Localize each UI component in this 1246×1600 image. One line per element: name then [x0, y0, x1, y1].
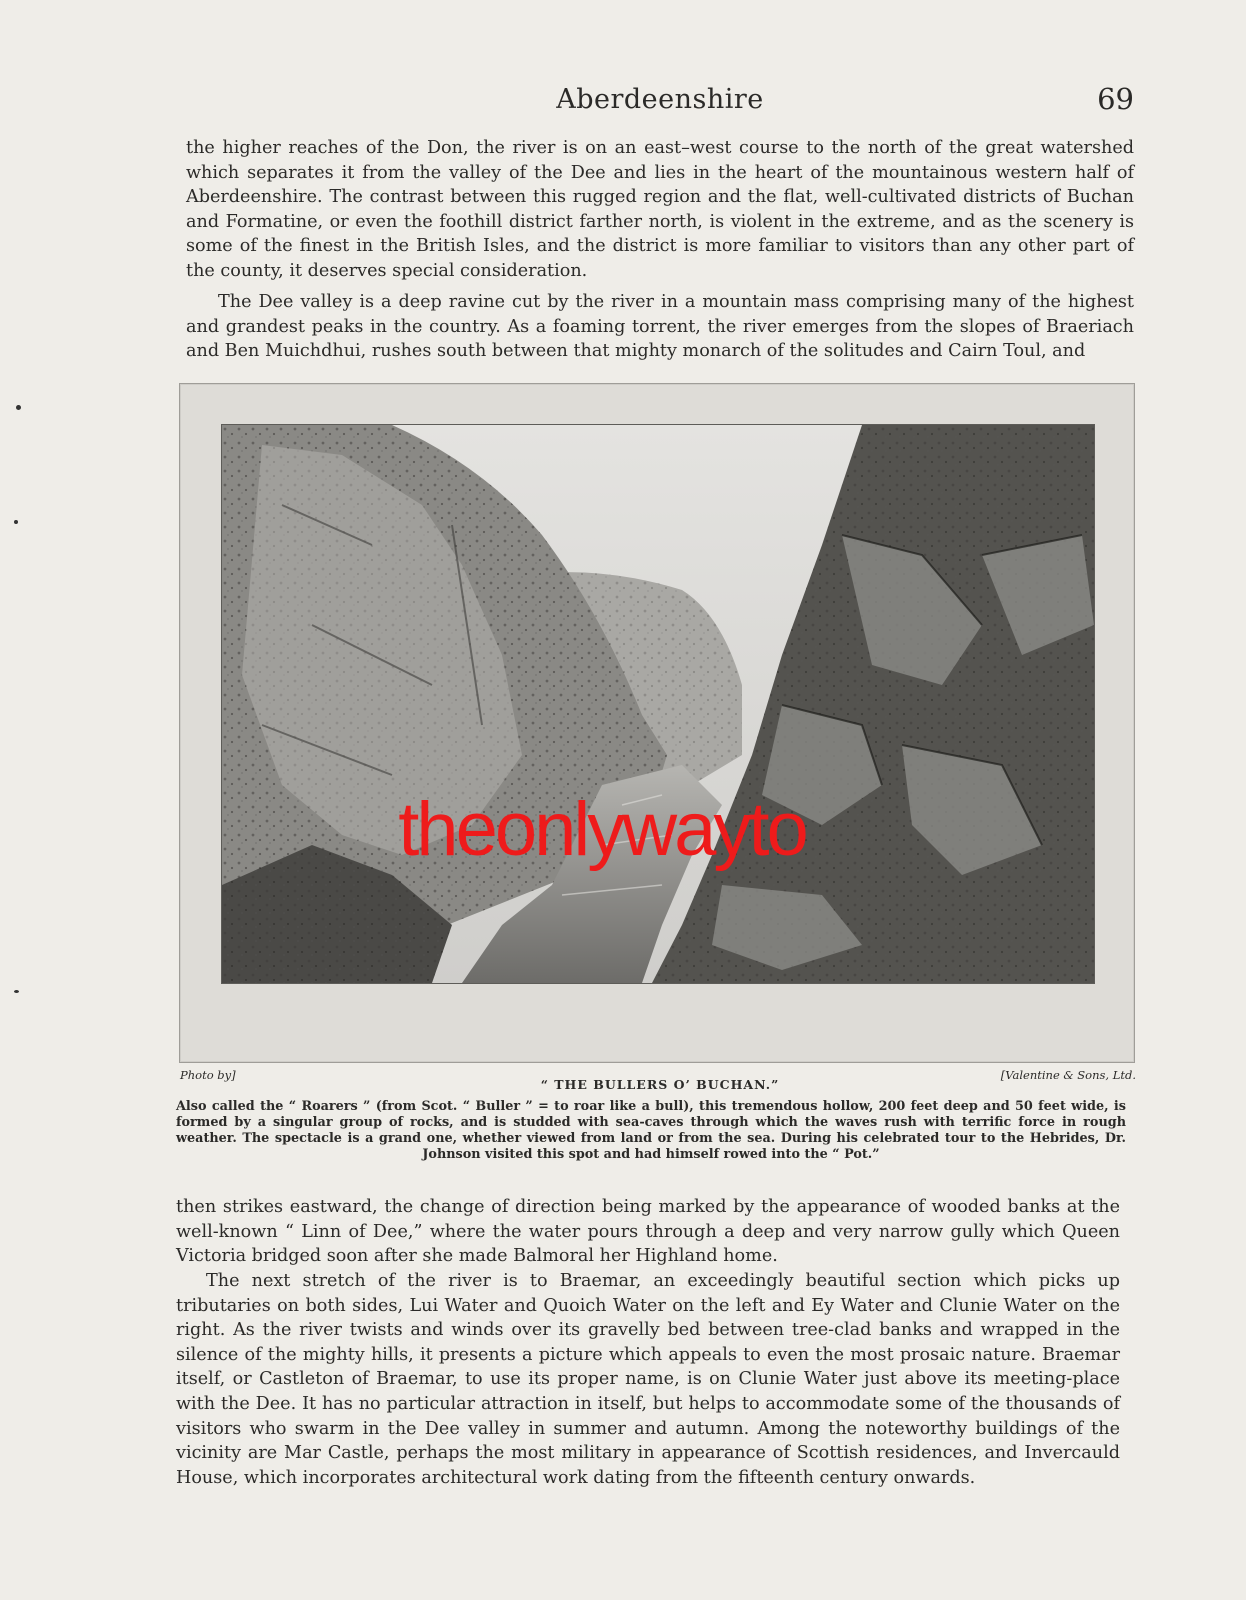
caption-text: Also called the “ Roarers ” (from Scot. “ Buller ” = to roar like a bull), this tremendous hollow, 200 feet deep and 50 feet wide, is formed by a singular group of rocks, and is studded with sea-caves through which the waves rush with terrific force in rough weather. The spectacle is a grand one, whether viewed from land or from the sea. During his celebrated tour to the Hebrides, Dr. Johnson visited this spot and had himself rowed into the “ Pot.”: [176, 1099, 1126, 1162]
photo-credit-right: [Valentine & Sons, Ltd.: [1000, 1068, 1136, 1082]
body-paragraph-2: The Dee valley is a deep ravine cut by the river in a mountain mass comprising many of the highest and grandest peaks in the country. As a foaming torrent, the river emerges from the slopes of Braeriach and Ben Muichdhui, rushes south between that mighty monarch of the solitudes and Cairn Toul, and: [186, 292, 1134, 362]
photo-plate: [179, 383, 1135, 1063]
gorge-photograph: [221, 424, 1095, 984]
photo-credit-left: Photo by]: [180, 1068, 236, 1082]
body-paragraph-1: the higher reaches of the Don, the river is on an east–west course to the north of the great watershed which separates it from the valley of the Dee and lies in the heart of the mountainous western half of Aberdeenshire. The contrast between this rugged region and the flat, well-cultivated districts of Buchan and Formatine, or even the foothill district farther north, is violent in the extreme, and as the scenery is some of the finest in the British Isles, and the district is more familiar to visitors than any other part of the county, it deserves special consideration.: [186, 138, 1134, 281]
body-paragraph-3: then strikes eastward, the change of direction being marked by the appearance of wooded banks at the well-known “ Linn of Dee,” where the water pours through a deep and very narrow gully which Queen Victoria bridged soon after she made Balmoral her Highland home.: [176, 1197, 1120, 1267]
speck-mark: [14, 990, 19, 993]
chapter-title: Aberdeenshire: [556, 84, 764, 115]
speck-mark: [14, 520, 18, 524]
watermark-text: theonlywayto: [398, 787, 806, 872]
gorge-photo-illustration: [222, 425, 1094, 983]
page-number: 69: [1097, 82, 1134, 116]
speck-mark: [16, 405, 21, 410]
running-header: [186, 80, 1134, 126]
caption-title: “ THE BULLERS O’ BUCHAN.”: [540, 1077, 780, 1092]
body-paragraph-4: The next stretch of the river is to Braemar, an exceedingly beautiful section which picks up tributaries on both sides, Lui Water and Quoich Water on the left and Ey Water and Clunie Water on the right. As the river twists and winds over its gravelly bed between tree-clad banks and wrapped in the silence of the mighty hills, it presents a picture which appeals to even the most prosaic nature. Braemar itself, or Castleton of Braemar, to use its proper name, is on Clunie Water just above its meeting-place with the Dee. It has no particular attraction in itself, but helps to accommodate some of the thousands of visitors who swarm in the Dee valley in summer and autumn. Among the noteworthy buildings of the vicinity are Mar Castle, perhaps the most military in appearance of Scottish residences, and Invercauld House, which incorporates architectural work dating from the fifteenth century onwards.: [176, 1271, 1120, 1488]
